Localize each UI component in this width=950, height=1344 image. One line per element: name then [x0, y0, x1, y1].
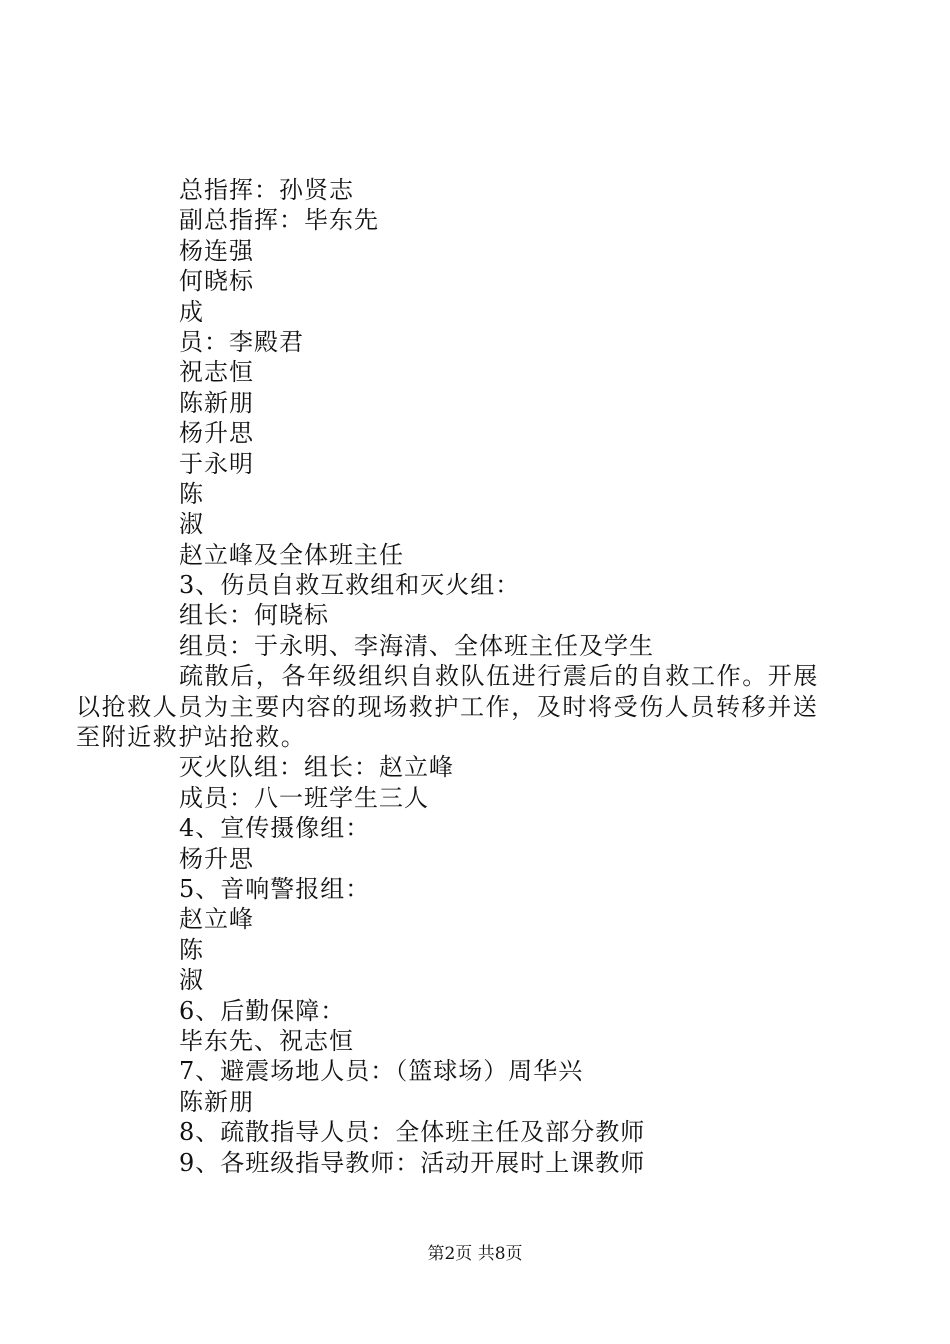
- body-paragraph: 疏散后，各年级组织自救队伍进行震后的自救工作。开展以抢救人员为主要内容的现场救护工作，及时将受伤人员转移并送至附近救护站抢救。: [76, 662, 819, 752]
- section-heading: 3、伤员自救互救组和灭火组：: [179, 571, 521, 600]
- text-line: 淑: [179, 966, 204, 995]
- section-heading: 8、疏散指导人员：全体班主任及部分教师: [179, 1118, 646, 1147]
- text-line: 陈新朋: [179, 388, 254, 417]
- text-line: 毕东先、祝志恒: [179, 1026, 354, 1055]
- line-group-before: [76, 175, 834, 661]
- text-line: 赵立峰: [179, 905, 254, 934]
- section-heading: 4、宣传摄像组：: [179, 814, 371, 843]
- section-heading: 9、各班级指导教师：活动开展时上课教师: [179, 1148, 646, 1177]
- text-line: 成: [179, 297, 204, 326]
- text-line: 员：李殿君: [179, 327, 304, 356]
- section-heading: 6、后勤保障：: [179, 996, 346, 1025]
- text-line: 陈新朋: [179, 1087, 254, 1116]
- text-line: 灭火队组：组长：赵立峰: [179, 753, 454, 782]
- document-body: [76, 175, 834, 1178]
- text-line: 祝志恒: [179, 358, 254, 387]
- text-line: 赵立峰及全体班主任: [179, 540, 404, 569]
- text-line: 成员：八一班学生三人: [179, 783, 429, 812]
- text-line: 淑: [179, 510, 204, 539]
- text-line: 杨连强: [179, 236, 254, 265]
- text-line: 陈: [179, 935, 204, 964]
- text-line: 陈: [179, 479, 204, 508]
- text-line: 于永明: [179, 449, 254, 478]
- text-line: 杨升思: [179, 419, 254, 448]
- page-number-footer: 第2页 共8页: [427, 1244, 523, 1264]
- text-line: 组长：何晓标: [179, 601, 329, 630]
- text-line: 副总指挥：毕东先: [179, 206, 379, 235]
- text-line: 杨升思: [179, 844, 254, 873]
- text-line: 总指挥：孙贤志: [179, 176, 354, 204]
- line-group-after: [76, 752, 834, 1177]
- text-line: 组员：于永明、李海清、全体班主任及学生: [179, 631, 654, 660]
- section-heading: 5、音响警报组：: [179, 875, 371, 904]
- section-heading: 7、避震场地人员：（篮球场）周华兴: [179, 1057, 584, 1086]
- text-line: 何晓标: [179, 267, 254, 296]
